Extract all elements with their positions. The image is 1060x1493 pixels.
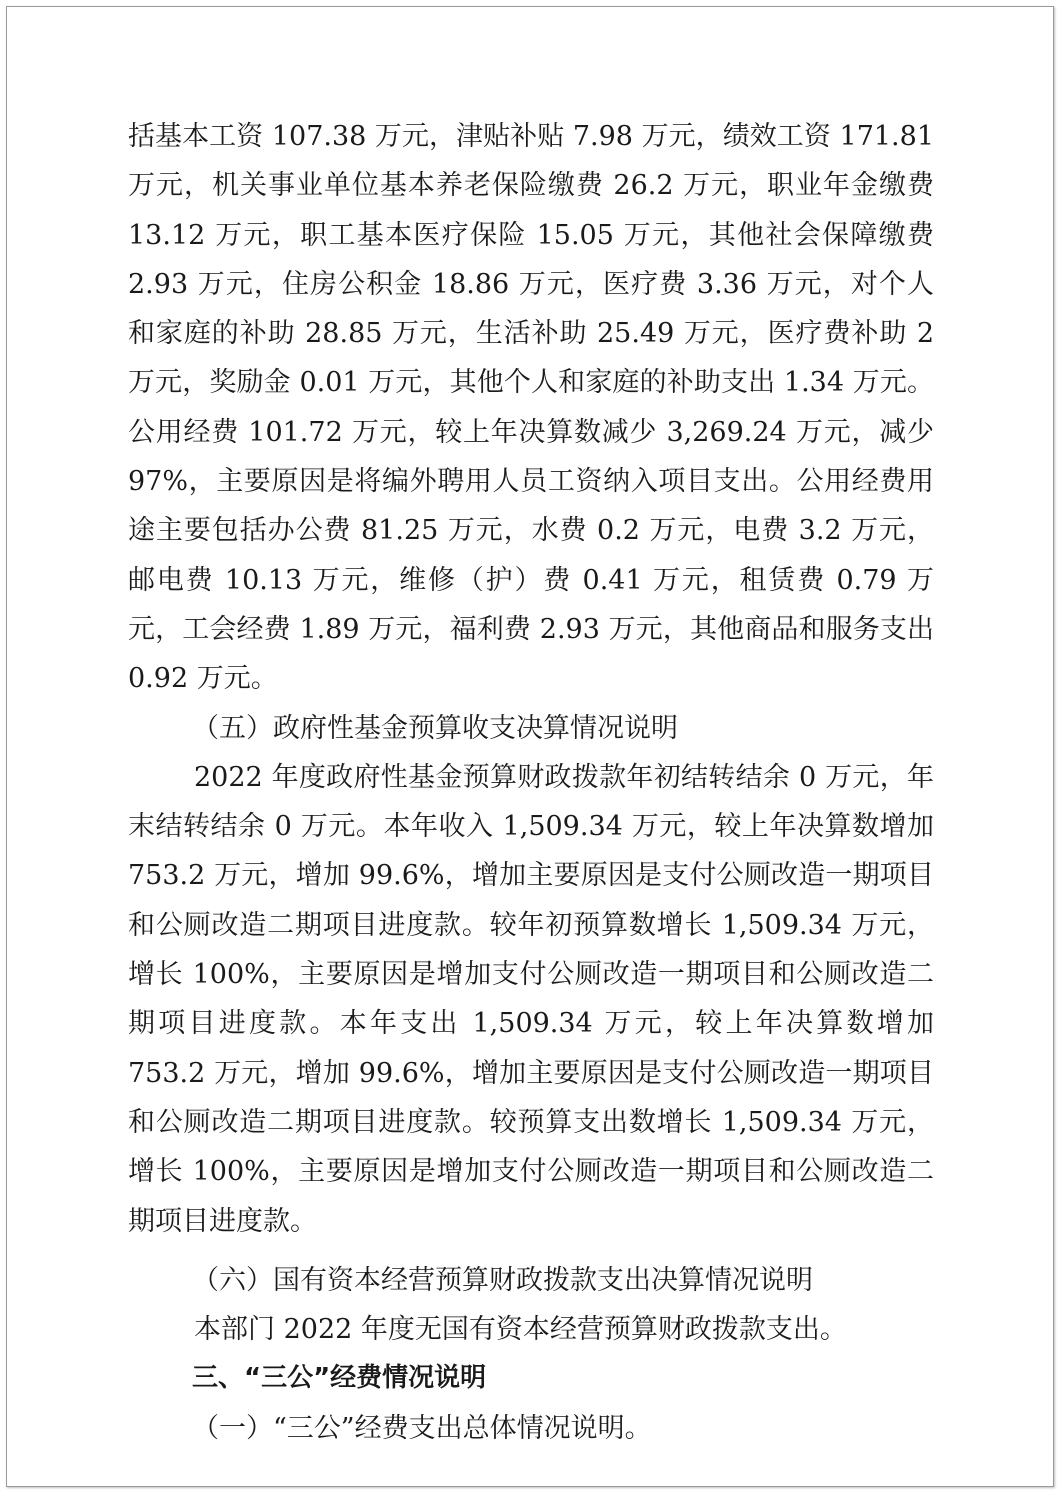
- heading-three-public-expenses: 三、“三公”经费情况说明: [192, 1363, 487, 1394]
- document-body: [128, 112, 934, 1453]
- heading-government-fund-budget: （五）政府性基金预算收支决算情况说明: [192, 712, 678, 744]
- heading-three-public-expenses-overview: （一）“三公”经费支出总体情况说明。: [192, 1412, 652, 1444]
- paragraph-personnel-and-public-expenses: 括基本工资 107.38 万元，津贴补贴 7.98 万元，绩效工资 171.81 万元，机关事业单位基本养老保险缴费 26.2 万元，职业年金缴费 13.12 万元，职工基本医疗保险 15.05 万元，其他社会保障缴费 2.93 万元，住房公积金 18.86 万元，医疗费 3.36 万元，对个人和家庭的补助 28.85 万元，生活补助 25.49 万元，医疗费补助 2 万元，奖励金 0.01 万元，其他个人和家庭的补助支出 1.34 万元。公用经费 101.72 万元，较上年决算数减少 3,269.24 万元，减少 97%，主要原因是将编外聘用人员工资纳入项目支出。公用经费用途主要包括办公费 81.25 万元，水费 0.2 万元，电费 3.2 万元，邮电费 10.13 万元，维修（护）费 0.41 万元，租赁费 0.79 万元，工会经费 1.89 万元，福利费 2.93 万元，其他商品和服务支出 0.92 万元。: [128, 121, 934, 695]
- paragraph-government-fund-budget: 2022 年度政府性基金预算财政拨款年初结转结余 0 万元，年末结转结余 0 万元。本年收入 1,509.34 万元，较上年决算数增加 753.2 万元，增加 99.6%，增加主要原因是支付公厕改造一期项目和公厕改造二期项目进度款。较年初预算数增长 1,509.34 万元，增长 100%，主要原因是增加支付公厕改造一期项目和公厕改造二期项目进度款。本年支出 1,509.34 万元，较上年决算数增加 753.2 万元，增加 99.6%，增加主要原因是支付公厕改造一期项目和公厕改造二期项目进度款。较预算支出数增长 1,509.34 万元，增长 100%，主要原因是增加支付公厕改造一期项目和公厕改造二期项目进度款。: [128, 761, 934, 1237]
- heading-state-capital-budget: （六）国有资本经营预算财政拨款支出决算情况说明: [192, 1264, 813, 1296]
- paragraph-state-capital-budget: 本部门 2022 年度无国有资本经营预算财政拨款支出。: [194, 1314, 847, 1346]
